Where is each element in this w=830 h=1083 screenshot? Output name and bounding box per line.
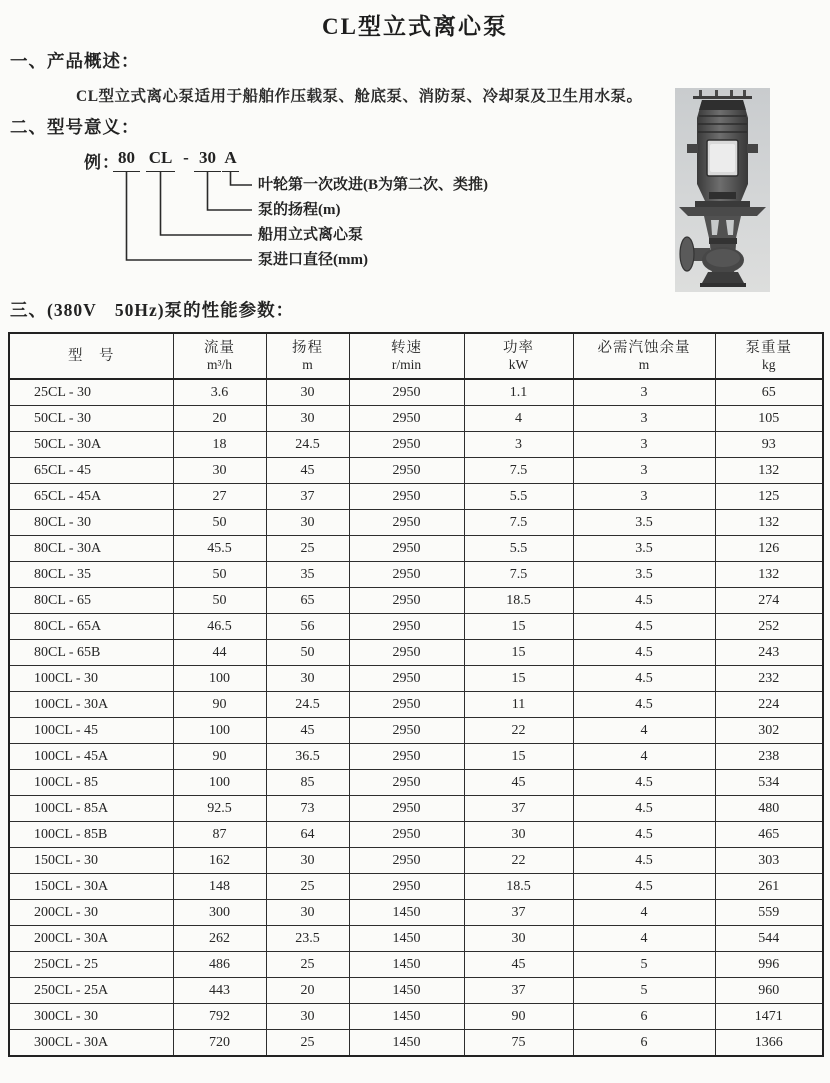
value-cell: 87 [173,822,266,848]
value-cell: 4 [573,718,715,744]
value-cell: 2950 [349,510,464,536]
table-row [9,406,823,432]
value-cell: 50 [266,640,349,666]
value-cell: 2950 [349,848,464,874]
value-cell: 5.5 [464,536,573,562]
value-cell: 30 [266,379,349,406]
value-cell: 2950 [349,379,464,406]
model-cell: 50CL - 30A [9,432,173,458]
value-cell: 996 [715,952,823,978]
callout-impeller-revision: 叶轮第一次改进(B为第二次、类推) [258,177,488,193]
value-cell: 7.5 [464,458,573,484]
model-cell: 100CL - 30 [9,666,173,692]
example-prefix: 例： [84,153,120,172]
value-cell: 443 [173,978,266,1004]
table-row [9,848,823,874]
value-cell: 4.5 [573,822,715,848]
model-cell: 80CL - 65B [9,640,173,666]
value-cell: 238 [715,744,823,770]
value-cell: 7.5 [464,510,573,536]
table-row [9,666,823,692]
callout-pump-type: 船用立式离心泵 [258,227,364,243]
value-cell: 2950 [349,536,464,562]
value-cell: 6 [573,1030,715,1057]
value-cell: 4.5 [573,640,715,666]
value-cell: 544 [715,926,823,952]
value-cell: 2950 [349,744,464,770]
value-cell: 30 [266,666,349,692]
value-cell: 1471 [715,1004,823,1030]
value-cell: 50 [173,588,266,614]
value-cell: 90 [464,1004,573,1030]
value-cell: 300 [173,900,266,926]
value-cell: 3 [573,379,715,406]
value-cell: 18.5 [464,588,573,614]
example-token-inlet-diameter: 80 [113,148,140,172]
model-cell: 50CL - 30 [9,406,173,432]
value-cell: 1450 [349,900,464,926]
column-header: 流量 m³/h [173,333,266,379]
value-cell: 15 [464,666,573,692]
value-cell: 30 [464,822,573,848]
value-cell: 64 [266,822,349,848]
column-header: 功率 kW [464,333,573,379]
value-cell: 22 [464,848,573,874]
value-cell: 22 [464,718,573,744]
model-cell: 65CL - 45A [9,484,173,510]
value-cell: 3.6 [173,379,266,406]
value-cell: 148 [173,874,266,900]
value-cell: 75 [464,1030,573,1057]
example-token-variant: A [222,148,239,172]
column-header: 转速 r/min [349,333,464,379]
value-cell: 243 [715,640,823,666]
model-cell: 65CL - 45 [9,458,173,484]
model-cell: 300CL - 30A [9,1030,173,1057]
value-cell: 11 [464,692,573,718]
value-cell: 3 [464,432,573,458]
value-cell: 4.5 [573,692,715,718]
table-row [9,432,823,458]
value-cell: 30 [266,900,349,926]
value-cell: 2950 [349,796,464,822]
value-cell: 20 [266,978,349,1004]
value-cell: 4 [573,926,715,952]
value-cell: 162 [173,848,266,874]
value-cell: 1450 [349,978,464,1004]
value-cell: 2950 [349,822,464,848]
value-cell: 85 [266,770,349,796]
value-cell: 25 [266,874,349,900]
value-cell: 2950 [349,770,464,796]
performance-table-body [9,379,823,1056]
value-cell: 65 [715,379,823,406]
table-row [9,588,823,614]
value-cell: 303 [715,848,823,874]
callout-pump-head: 泵的扬程(m) [258,202,341,218]
model-cell: 100CL - 45A [9,744,173,770]
value-cell: 3.5 [573,562,715,588]
value-cell: 50 [173,562,266,588]
value-cell: 720 [173,1030,266,1057]
value-cell: 486 [173,952,266,978]
table-row [9,562,823,588]
value-cell: 45 [266,458,349,484]
value-cell: 30 [464,926,573,952]
header-row [9,333,823,379]
table-row [9,484,823,510]
value-cell: 4 [464,406,573,432]
value-cell: 20 [173,406,266,432]
table-row [9,614,823,640]
table-row [9,952,823,978]
value-cell: 534 [715,770,823,796]
value-cell: 45 [266,718,349,744]
model-cell: 250CL - 25 [9,952,173,978]
value-cell: 4.5 [573,848,715,874]
value-cell: 2950 [349,718,464,744]
value-cell: 2950 [349,562,464,588]
table-row [9,926,823,952]
value-cell: 36.5 [266,744,349,770]
value-cell: 3 [573,458,715,484]
value-cell: 2950 [349,458,464,484]
table-row [9,510,823,536]
value-cell: 5 [573,952,715,978]
value-cell: 100 [173,718,266,744]
pump-photo [675,88,770,292]
model-cell: 100CL - 85B [9,822,173,848]
model-cell: 200CL - 30 [9,900,173,926]
value-cell: 3.5 [573,510,715,536]
section-heading-model-meaning: 二、型号意义： [10,117,140,137]
table-row [9,718,823,744]
value-cell: 2950 [349,614,464,640]
value-cell: 35 [266,562,349,588]
example-token-dash: - [183,148,189,167]
table-row [9,640,823,666]
model-cell: 100CL - 30A [9,692,173,718]
value-cell: 5.5 [464,484,573,510]
value-cell: 37 [464,978,573,1004]
value-cell: 1450 [349,952,464,978]
column-header: 型 号 [9,333,173,379]
model-cell: 150CL - 30 [9,848,173,874]
value-cell: 1450 [349,1004,464,1030]
model-cell: 250CL - 25A [9,978,173,1004]
value-cell: 73 [266,796,349,822]
value-cell: 960 [715,978,823,1004]
value-cell: 50 [173,510,266,536]
value-cell: 3 [573,484,715,510]
value-cell: 45 [464,952,573,978]
table-row [9,458,823,484]
value-cell: 18 [173,432,266,458]
page-title: CL型立式离心泵 [322,14,508,39]
value-cell: 27 [173,484,266,510]
model-code-diagram [0,140,560,290]
value-cell: 24.5 [266,692,349,718]
value-cell: 559 [715,900,823,926]
value-cell: 5 [573,978,715,1004]
value-cell: 3 [573,406,715,432]
value-cell: 92.5 [173,796,266,822]
value-cell: 3.5 [573,536,715,562]
value-cell: 105 [715,406,823,432]
model-cell: 200CL - 30A [9,926,173,952]
model-cell: 100CL - 85 [9,770,173,796]
value-cell: 37 [464,796,573,822]
value-cell: 24.5 [266,432,349,458]
value-cell: 480 [715,796,823,822]
table-row [9,379,823,406]
value-cell: 792 [173,1004,266,1030]
value-cell: 15 [464,614,573,640]
model-cell: 300CL - 30 [9,1004,173,1030]
callout-inlet-diameter: 泵进口直径(mm) [258,252,368,268]
value-cell: 4.5 [573,588,715,614]
value-cell: 3 [573,432,715,458]
value-cell: 4.5 [573,770,715,796]
value-cell: 15 [464,744,573,770]
value-cell: 30 [266,848,349,874]
value-cell: 18.5 [464,874,573,900]
value-cell: 2950 [349,432,464,458]
value-cell: 1450 [349,1030,464,1057]
example-token-head: 30 [194,148,221,172]
column-header: 泵重量 kg [715,333,823,379]
value-cell: 465 [715,822,823,848]
value-cell: 4.5 [573,874,715,900]
value-cell: 132 [715,510,823,536]
value-cell: 274 [715,588,823,614]
model-cell: 25CL - 30 [9,379,173,406]
value-cell: 252 [715,614,823,640]
value-cell: 224 [715,692,823,718]
value-cell: 46.5 [173,614,266,640]
value-cell: 37 [266,484,349,510]
value-cell: 4 [573,744,715,770]
section-heading-performance: 三、(380V 50Hz)泵的性能参数： [10,300,295,320]
value-cell: 4.5 [573,614,715,640]
value-cell: 65 [266,588,349,614]
value-cell: 1.1 [464,379,573,406]
model-cell: 80CL - 30A [9,536,173,562]
model-cell: 80CL - 65 [9,588,173,614]
value-cell: 25 [266,952,349,978]
value-cell: 302 [715,718,823,744]
value-cell: 2950 [349,874,464,900]
table-row [9,1004,823,1030]
value-cell: 126 [715,536,823,562]
value-cell: 261 [715,874,823,900]
model-cell: 80CL - 65A [9,614,173,640]
table-row [9,1030,823,1057]
value-cell: 30 [173,458,266,484]
value-cell: 2950 [349,640,464,666]
table-row [9,900,823,926]
value-cell: 44 [173,640,266,666]
table-row [9,744,823,770]
section-heading-overview: 一、产品概述： [10,51,140,71]
table-row [9,874,823,900]
value-cell: 1450 [349,926,464,952]
value-cell: 132 [715,562,823,588]
table-row [9,796,823,822]
value-cell: 30 [266,510,349,536]
value-cell: 125 [715,484,823,510]
value-cell: 93 [715,432,823,458]
model-cell: 80CL - 35 [9,562,173,588]
column-header: 扬程 m [266,333,349,379]
value-cell: 45 [464,770,573,796]
table-row [9,978,823,1004]
value-cell: 90 [173,744,266,770]
value-cell: 30 [266,406,349,432]
value-cell: 56 [266,614,349,640]
table-row [9,822,823,848]
value-cell: 4.5 [573,796,715,822]
value-cell: 6 [573,1004,715,1030]
value-cell: 262 [173,926,266,952]
value-cell: 2950 [349,588,464,614]
table-row [9,770,823,796]
overview-paragraph: CL型立式离心泵适用于船舶作压载泵、舱底泵、消防泵、冷却泵及卫生用水泵。 [76,88,643,105]
value-cell: 2950 [349,666,464,692]
example-token-series: CL [146,148,175,172]
value-cell: 2950 [349,406,464,432]
value-cell: 37 [464,900,573,926]
model-cell: 100CL - 45 [9,718,173,744]
value-cell: 100 [173,666,266,692]
value-cell: 25 [266,536,349,562]
model-cell: 80CL - 30 [9,510,173,536]
value-cell: 2950 [349,692,464,718]
value-cell: 23.5 [266,926,349,952]
value-cell: 100 [173,770,266,796]
performance-table [8,332,824,1057]
value-cell: 2950 [349,484,464,510]
value-cell: 25 [266,1030,349,1057]
value-cell: 4.5 [573,666,715,692]
table-row [9,536,823,562]
value-cell: 4 [573,900,715,926]
value-cell: 232 [715,666,823,692]
value-cell: 7.5 [464,562,573,588]
table-row [9,692,823,718]
value-cell: 15 [464,640,573,666]
value-cell: 1366 [715,1030,823,1057]
value-cell: 132 [715,458,823,484]
value-cell: 30 [266,1004,349,1030]
model-cell: 150CL - 30A [9,874,173,900]
model-cell: 100CL - 85A [9,796,173,822]
value-cell: 90 [173,692,266,718]
value-cell: 45.5 [173,536,266,562]
column-header: 必需汽蚀余量 m [573,333,715,379]
